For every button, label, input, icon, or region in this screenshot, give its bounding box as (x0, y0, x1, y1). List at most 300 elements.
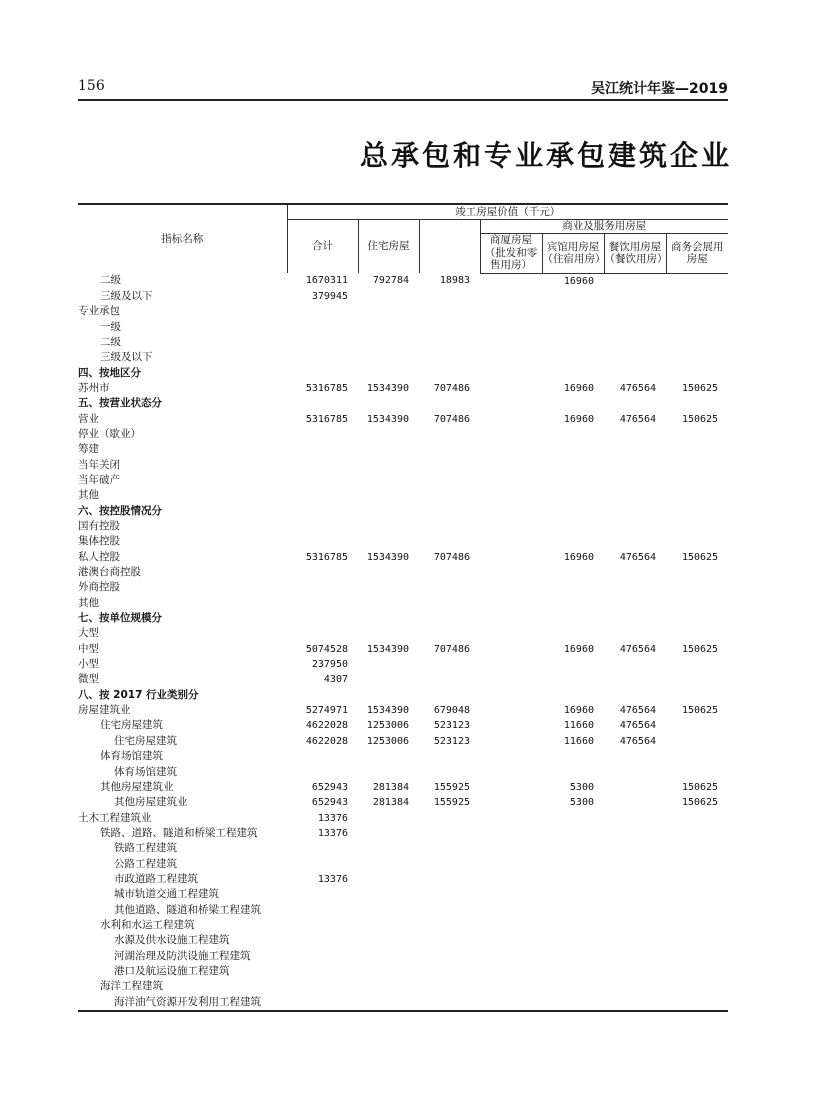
value-cell: 150625 (681, 781, 719, 793)
value-cell: 707486 (433, 643, 470, 655)
row-label: 八、按 2017 行业类别分 (78, 688, 199, 701)
value-cell: 5274971 (305, 705, 348, 717)
table-row (78, 642, 728, 657)
row-label: 一级 (100, 320, 121, 333)
row-label: 三级及以下 (100, 351, 153, 364)
value-cell (480, 672, 542, 687)
value-cell (480, 949, 542, 964)
row-label: 私人控股 (78, 550, 120, 563)
value-cell (287, 304, 358, 319)
value-cell (666, 320, 728, 335)
value-cell (358, 596, 419, 611)
value-cell (542, 841, 604, 856)
value-cell (480, 519, 542, 534)
value-cell: 16960 (563, 551, 594, 563)
table-row (78, 826, 728, 841)
hotel-header-line1: 宾馆用房屋 (546, 240, 600, 253)
value-cell (419, 857, 480, 872)
value-cell (666, 872, 728, 887)
value-cell (419, 672, 480, 687)
table-row (78, 765, 728, 780)
value-cell (287, 320, 358, 335)
table-row (78, 703, 728, 718)
value-cell (604, 335, 666, 350)
row-label: 三级及以下 (100, 289, 153, 302)
value-cell (358, 304, 419, 319)
value-cell (604, 964, 666, 979)
value-cell (287, 979, 358, 994)
value-cell (542, 872, 604, 887)
value-cell (287, 841, 358, 856)
row-label: 当年关闭 (78, 458, 120, 471)
value-cell: 11660 (563, 735, 594, 747)
row-label: 二级 (100, 274, 121, 287)
value-cell (358, 979, 419, 994)
value-cell (604, 657, 666, 672)
value-cell (419, 872, 480, 887)
row-label: 小型 (78, 658, 99, 671)
value-cell (358, 504, 419, 519)
value-cell (419, 289, 480, 304)
value-cell (604, 596, 666, 611)
value-cell (480, 304, 542, 319)
value-cell (542, 304, 604, 319)
value-cell (419, 903, 480, 918)
value-cell (480, 381, 542, 396)
value-cell (604, 903, 666, 918)
value-cell (419, 657, 480, 672)
value-cell (604, 488, 666, 503)
table-row (78, 304, 728, 319)
value-cell (604, 273, 666, 289)
table-row (78, 596, 728, 611)
value-cell (666, 903, 728, 918)
row-label: 其他 (78, 489, 99, 502)
table-row (78, 289, 728, 304)
value-cell (480, 580, 542, 595)
value-cell (604, 519, 666, 534)
value-cell (666, 765, 728, 780)
value-cell: 523123 (433, 720, 470, 732)
row-label: 专业承包 (78, 305, 120, 318)
table-row (78, 519, 728, 534)
value-cell (480, 872, 542, 887)
value-cell (604, 504, 666, 519)
value-cell (666, 442, 728, 457)
value-cell (604, 442, 666, 457)
table-row (78, 412, 728, 427)
value-cell (542, 473, 604, 488)
value-cell (666, 519, 728, 534)
value-cell (419, 580, 480, 595)
value-cell (666, 918, 728, 933)
value-cell (542, 458, 604, 473)
value-cell (358, 765, 419, 780)
value-cell: 150625 (681, 413, 719, 425)
value-cell (287, 626, 358, 641)
row-label: 集体控股 (78, 535, 120, 548)
value-cell (358, 964, 419, 979)
blank-header (419, 219, 480, 273)
value-cell (542, 657, 604, 672)
value-cell (666, 672, 728, 687)
value-cell (604, 304, 666, 319)
value-cell (604, 979, 666, 994)
value-cell: 13376 (317, 873, 348, 885)
value-cell (666, 811, 728, 826)
value-cell (480, 488, 542, 503)
value-cell (542, 519, 604, 534)
value-cell (480, 550, 542, 565)
row-label: 营业 (78, 412, 99, 425)
value-cell (542, 903, 604, 918)
value-cell (542, 918, 604, 933)
value-cell (358, 672, 419, 687)
value-cell (604, 826, 666, 841)
value-cell (604, 320, 666, 335)
row-label: 外商控股 (78, 581, 120, 594)
value-cell: 5316785 (305, 382, 348, 394)
value-cell (604, 933, 666, 948)
value-cell (419, 964, 480, 979)
table-row (78, 949, 728, 964)
value-cell (604, 857, 666, 872)
value-cell (542, 995, 604, 1011)
value-cell (542, 749, 604, 764)
value-cell (604, 473, 666, 488)
table-row (78, 458, 728, 473)
value-cell (542, 335, 604, 350)
row-label: 六、按控股情况分 (78, 504, 162, 517)
value-cell (358, 611, 419, 626)
value-cell (542, 442, 604, 457)
statistics-table (78, 203, 728, 1012)
value-cell: 523123 (433, 735, 470, 747)
section-title: 总承包和专业承包建筑企业 (359, 139, 732, 172)
value-cell (358, 688, 419, 703)
table-row (78, 550, 728, 565)
value-cell (480, 396, 542, 411)
value-cell (542, 565, 604, 580)
row-label: 海洋工程建筑 (100, 980, 163, 993)
value-cell (666, 933, 728, 948)
table-row (78, 366, 728, 381)
row-label: 微型 (78, 673, 99, 686)
value-cell (604, 872, 666, 887)
value-cell (542, 979, 604, 994)
value-cell (480, 718, 542, 733)
value-cell (287, 335, 358, 350)
value-cell: 652943 (311, 797, 348, 809)
row-label: 水利和水运工程建筑 (100, 918, 195, 931)
value-cell (480, 427, 542, 442)
value-cell (666, 949, 728, 964)
value-cell (419, 442, 480, 457)
value-cell (287, 504, 358, 519)
value-cell: 4307 (323, 674, 348, 686)
table-header (78, 204, 728, 273)
value-cell (287, 473, 358, 488)
value-cell (666, 841, 728, 856)
value-cell: 16960 (563, 413, 594, 425)
table-row (78, 887, 728, 902)
row-label: 其他房屋建筑业 (100, 780, 174, 793)
value-cell (287, 857, 358, 872)
value-cell (419, 565, 480, 580)
value-cell: 1534390 (366, 382, 409, 394)
value-cell (419, 826, 480, 841)
value-cell: 476564 (619, 551, 656, 563)
value-cell (604, 350, 666, 365)
table-row (78, 672, 728, 687)
value-cell (480, 596, 542, 611)
value-cell (480, 780, 542, 795)
value-cell: 476564 (619, 705, 656, 717)
value-cell (419, 458, 480, 473)
row-label: 港口及航运设施工程建筑 (114, 964, 230, 977)
value-cell (419, 749, 480, 764)
value-cell (666, 335, 728, 350)
indicator-header: 指标名称 (78, 204, 287, 273)
value-cell (542, 964, 604, 979)
value-cell (480, 734, 542, 749)
value-cell (358, 580, 419, 595)
row-label: 二级 (100, 335, 121, 348)
value-cell: 16960 (563, 275, 594, 287)
value-cell: 476564 (619, 382, 656, 394)
value-cell (666, 826, 728, 841)
value-cell: 5300 (569, 797, 594, 809)
value-cell (287, 918, 358, 933)
value-cell (604, 626, 666, 641)
value-cell: 150625 (681, 705, 719, 717)
value-cell: 5074528 (305, 643, 348, 655)
value-cell (480, 335, 542, 350)
value-cell (287, 565, 358, 580)
value-cell (358, 458, 419, 473)
value-cell (666, 350, 728, 365)
value-cell (419, 611, 480, 626)
commercial-header-line1: 商厦房屋 (490, 234, 532, 247)
value-cell (542, 427, 604, 442)
value-cell (604, 396, 666, 411)
value-cell (542, 504, 604, 519)
value-cell (604, 427, 666, 442)
value-cell (666, 488, 728, 503)
value-cell (358, 949, 419, 964)
value-cell (666, 749, 728, 764)
row-label: 大型 (78, 627, 99, 640)
value-cell: 13376 (317, 812, 348, 824)
table-row (78, 350, 728, 365)
value-cell (604, 949, 666, 964)
value-cell (419, 350, 480, 365)
value-cell (666, 273, 728, 289)
row-label: 住宅房屋建筑 (114, 734, 177, 747)
value-cell (358, 427, 419, 442)
table-row (78, 903, 728, 918)
row-label: 停业（歇业） (78, 427, 141, 440)
table-row (78, 565, 728, 580)
value-cell (666, 995, 728, 1011)
value-cell (419, 626, 480, 641)
value-cell (542, 289, 604, 304)
value-cell (287, 396, 358, 411)
value-cell: 1253006 (366, 735, 409, 747)
value-cell (604, 580, 666, 595)
value-cell (480, 933, 542, 948)
value-cell (287, 995, 358, 1011)
value-cell (542, 534, 604, 549)
row-label: 筹建 (78, 443, 99, 456)
book-title: 吴江统计年鉴—2019 (591, 81, 728, 97)
table-row (78, 396, 728, 411)
value-cell (480, 626, 542, 641)
value-cell (419, 596, 480, 611)
table-row (78, 626, 728, 641)
value-cell (542, 949, 604, 964)
value-cell (358, 534, 419, 549)
table-row (78, 811, 728, 826)
value-cell: 16960 (563, 382, 594, 394)
value-cell: 16960 (563, 705, 594, 717)
table-row (78, 995, 728, 1011)
table-row (78, 979, 728, 994)
value-cell (287, 611, 358, 626)
value-cell (666, 366, 728, 381)
value-cell (604, 611, 666, 626)
value-cell: 707486 (433, 382, 470, 394)
value-cell (419, 534, 480, 549)
value-cell (666, 979, 728, 994)
value-cell (480, 887, 542, 902)
table-row (78, 504, 728, 519)
row-label: 七、按单位规模分 (78, 612, 162, 625)
value-cell (666, 473, 728, 488)
value-cell (542, 857, 604, 872)
value-cell (419, 504, 480, 519)
completed-value-header: 竣工房屋价值（千元） (287, 204, 728, 219)
value-cell (358, 473, 419, 488)
value-cell (480, 703, 542, 718)
value-cell (287, 534, 358, 549)
header-rule (78, 99, 728, 101)
commercial-header-line2: （批发和零 (484, 246, 538, 259)
value-cell (666, 611, 728, 626)
value-cell (358, 366, 419, 381)
table-row (78, 442, 728, 457)
value-cell (480, 473, 542, 488)
value-cell (604, 995, 666, 1011)
row-label: 苏州市 (78, 381, 110, 394)
value-cell (419, 688, 480, 703)
value-cell (604, 780, 666, 795)
exhibition-header-line1: 商务会展用 (671, 240, 724, 253)
value-cell (358, 826, 419, 841)
table-row (78, 795, 728, 810)
row-label: 海洋油气资源开发利用工程建筑 (78, 995, 287, 1011)
value-cell: 476564 (619, 643, 656, 655)
value-cell (542, 933, 604, 948)
value-cell (666, 427, 728, 442)
value-cell (604, 795, 666, 810)
value-cell (358, 841, 419, 856)
value-cell (666, 289, 728, 304)
value-cell (604, 811, 666, 826)
exhibition-header-line2: 房屋 (686, 253, 708, 265)
value-cell: 1670311 (305, 275, 348, 287)
value-cell (542, 320, 604, 335)
value-cell (358, 903, 419, 918)
value-cell (480, 765, 542, 780)
value-cell (480, 273, 542, 289)
value-cell (666, 458, 728, 473)
table-row (78, 611, 728, 626)
value-cell (419, 396, 480, 411)
value-cell (480, 366, 542, 381)
value-cell (666, 596, 728, 611)
value-cell: 5316785 (305, 551, 348, 563)
total-header: 合计 (287, 219, 358, 273)
catering-header-line1: 餐饮用房屋 (608, 240, 662, 253)
row-label: 城市轨道交通工程建筑 (114, 888, 219, 901)
value-cell (542, 887, 604, 902)
value-cell: 476564 (619, 720, 656, 732)
residential-header: 住宅房屋 (358, 219, 419, 273)
value-cell (358, 857, 419, 872)
value-cell (287, 903, 358, 918)
value-cell: 4622028 (305, 720, 348, 732)
value-cell (480, 826, 542, 841)
value-cell (604, 534, 666, 549)
value-cell (287, 458, 358, 473)
value-cell (287, 350, 358, 365)
value-cell (358, 350, 419, 365)
value-cell (358, 442, 419, 457)
value-cell (666, 396, 728, 411)
value-cell (666, 304, 728, 319)
value-cell (419, 765, 480, 780)
value-cell (419, 979, 480, 994)
value-cell (666, 887, 728, 902)
table-row (78, 320, 728, 335)
value-cell (542, 811, 604, 826)
value-cell: 150625 (681, 382, 719, 394)
row-label: 其他 (78, 596, 99, 609)
value-cell (666, 534, 728, 549)
value-cell (480, 611, 542, 626)
value-cell (480, 857, 542, 872)
hotel-header-line2: （住宿用房） (542, 253, 606, 265)
value-cell: 155925 (433, 781, 470, 793)
table-row (78, 473, 728, 488)
table-row (78, 841, 728, 856)
value-cell (480, 841, 542, 856)
value-cell (419, 366, 480, 381)
table-row (78, 688, 728, 703)
value-cell (666, 626, 728, 641)
row-label: 公路工程建筑 (114, 857, 177, 870)
value-cell: 379945 (311, 290, 348, 302)
value-cell: 13376 (317, 827, 348, 839)
table-row (78, 488, 728, 503)
value-cell: 150625 (681, 551, 719, 563)
value-cell (604, 841, 666, 856)
value-cell: 155925 (433, 797, 470, 809)
value-cell: 5316785 (305, 413, 348, 425)
hotel-building-header (542, 233, 604, 273)
value-cell (287, 749, 358, 764)
